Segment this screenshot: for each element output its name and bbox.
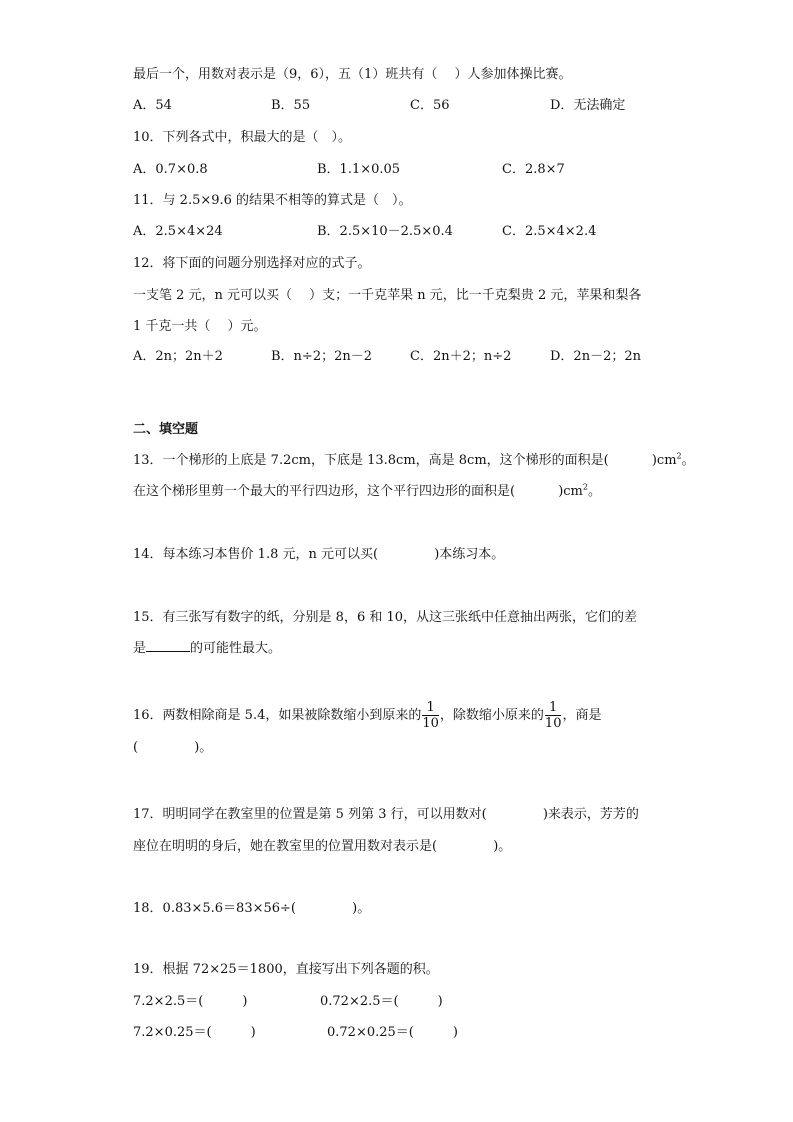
section-heading: 二、填空题 — [133, 422, 199, 437]
option-b: B．2.5×10－2.5×0.4 — [317, 224, 453, 239]
numerator: 1 — [545, 700, 562, 716]
q19-item: 7.2×0.25＝( ) — [133, 1025, 256, 1040]
option-d: D．2n－2；2n — [550, 349, 641, 364]
q10-stem: 10．下列各式中，积最大的是（ ）。 — [133, 130, 352, 145]
option-b: B．n÷2；2n－2 — [271, 349, 373, 364]
q15-line2 — [133, 639, 281, 658]
q12-line2: 1 千克一共（ ）元。 — [133, 319, 267, 334]
q17-line2: 座位在明明的身后，她在教室里的位置用数对表示是( )。 — [133, 839, 512, 854]
numerator: 1 — [422, 700, 439, 716]
q16-text: 16．两数相除商是 5.4，如果被除数缩小到原来的 — [133, 708, 422, 723]
q16-line1 — [133, 700, 601, 731]
option-d: D．无法确定 — [550, 98, 626, 113]
superscript: 2 — [676, 451, 682, 461]
denominator: 10 — [422, 716, 439, 731]
q9-stem: 最后一个，用数对表示是（9，6），五（1）班共有（ ）人参加体操比赛。 — [133, 67, 572, 82]
q16-text: ，除数缩小原来的 — [439, 708, 544, 723]
denominator: 10 — [544, 716, 562, 731]
q13-line2 — [133, 483, 601, 501]
option-c: C．2n＋2；n÷2 — [410, 349, 512, 364]
fraction — [545, 700, 562, 731]
q17-line1: 17．明明同学在教室里的位置是第 5 列第 3 行，可以用数对( )来表示，芳芳的 — [133, 807, 639, 822]
q16-text: ，商是 — [562, 708, 602, 723]
q12-stem: 12．将下面的问题分别选择对应的式子。 — [133, 256, 371, 271]
q13-text: 13．一个梯形的上底是 7.2cm，下底是 13.8cm，高是 8cm，这个梯形的面积是( )cm — [133, 453, 677, 468]
superscript: 2 — [582, 482, 588, 492]
q19-item: 0.72×0.25＝( ) — [327, 1025, 458, 1040]
q12-line1: 一支笔 2 元，n 元可以买（ ）支；一千克苹果 n 元，比一千克梨贵 2 元，苹果和梨各 — [133, 288, 642, 303]
q15-line1: 15．有三张写有数字的纸，分别是 8，6 和 10，从这三张纸中任意抽出两张，它们的差 — [133, 610, 638, 625]
option-a: A．54 — [133, 98, 172, 113]
answer-blank — [146, 639, 190, 652]
option-c: C．2.8×7 — [502, 162, 565, 177]
q13-text: 在这个梯形里剪一个最大的平行四边形，这个平行四边形的面积是( )cm — [133, 484, 583, 499]
option-b: B．1.1×0.05 — [317, 162, 401, 177]
option-a: A．0.7×0.8 — [133, 162, 208, 177]
q19-item: 7.2×2.5＝( ) — [133, 994, 248, 1009]
q15-text: 是 — [133, 641, 147, 656]
option-c: C．56 — [410, 98, 450, 113]
period: 。 — [587, 484, 601, 499]
option-c: C．2.5×4×2.4 — [502, 224, 597, 239]
option-a: A．2n；2n＋2 — [133, 349, 223, 364]
q13-line1 — [133, 452, 695, 470]
q14: 14．每本练习本售价 1.8 元，n 元可以买( )本练习本。 — [133, 547, 505, 562]
q19-stem: 19．根据 72×25＝1800，直接写出下列各题的积。 — [133, 962, 439, 977]
q19-item: 0.72×2.5＝( ) — [320, 994, 443, 1009]
option-b: B．55 — [271, 98, 311, 113]
q11-stem: 11．与 2.5×9.6 的结果不相等的算式是（ ）。 — [133, 193, 412, 208]
q15-text: 的可能性最大。 — [190, 641, 282, 656]
fraction — [422, 700, 439, 731]
period: 。 — [681, 453, 695, 468]
q16-line2: ( )。 — [133, 740, 213, 755]
q18: 18．0.83×5.6＝83×56÷( )。 — [133, 901, 371, 916]
option-a: A．2.5×4×24 — [133, 224, 223, 239]
